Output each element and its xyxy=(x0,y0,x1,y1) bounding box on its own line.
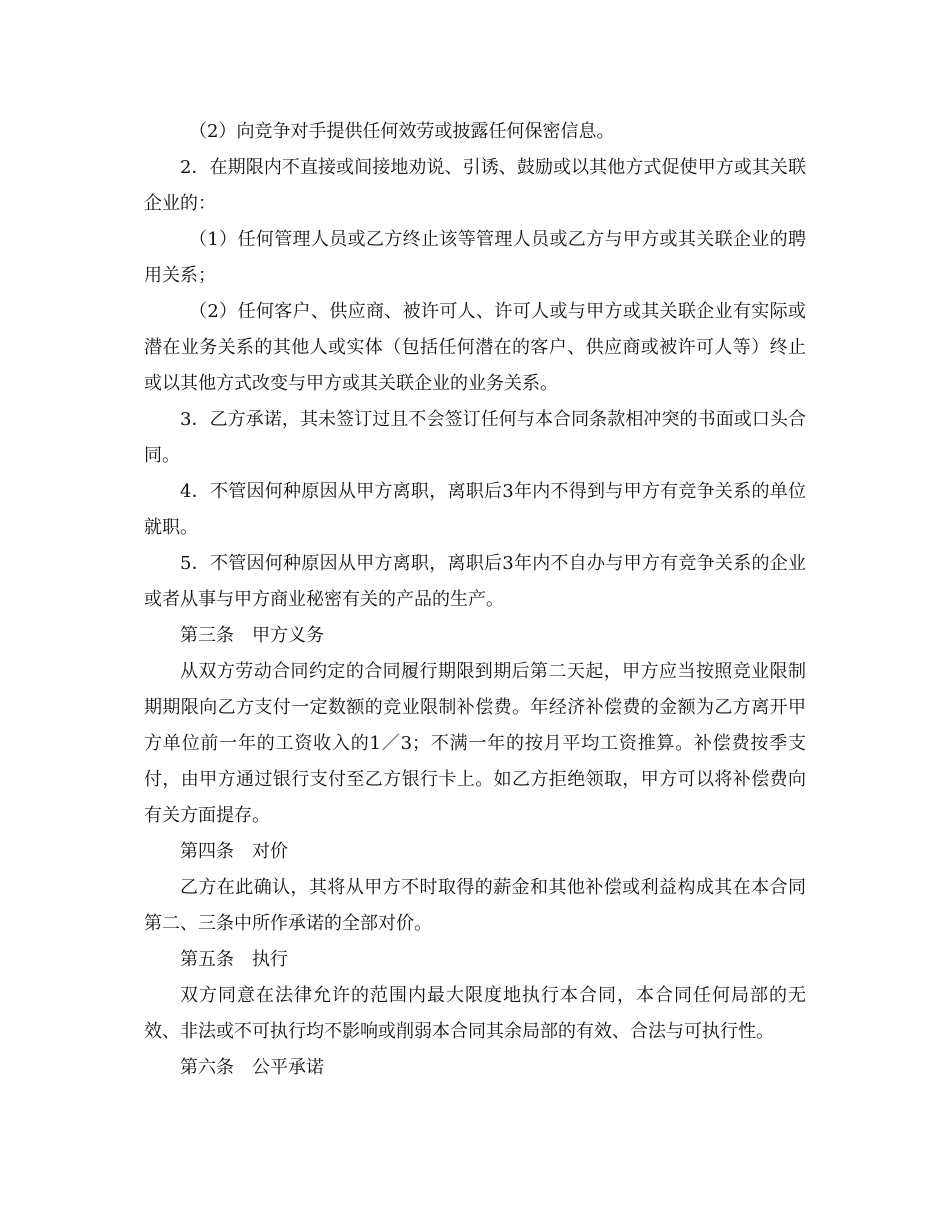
article-5-text: 双方同意在法律允许的范围内最大限度地执行本合同，本合同任何局部的无效、非法或不可执行均不影响或削弱本合同其余局部的有效、合法与可执行性。 xyxy=(144,985,806,1042)
clause-2-5: 5．不管因何种原因从甲方离职，离职后3年内不自办与甲方有竞争关系的企业或者从事与甲方商业秘密有关的产品的生产。 xyxy=(144,553,806,610)
article-3-heading: 第三条 甲方义务 xyxy=(180,625,324,646)
clause-2-2-item-1: （1）任何管理人员或乙方终止该等管理人员或乙方与甲方或其关联企业的聘用关系； xyxy=(144,229,806,286)
article-6-heading: 第六条 公平承诺 xyxy=(180,1057,324,1078)
clause-2-2-item-2: （2）任何客户、供应商、被许可人、许可人或与甲方或其关联企业有实际或潜在业务关系的其他人或实体（包括任何潜在的客户、供应商或被许可人等）终止或以其他方式改变与甲方或其关联企业的业务关系。 xyxy=(144,301,806,394)
clause-2-1-item-2: （2）向竞争对手提供任何效劳或披露任何保密信息。 xyxy=(189,121,615,142)
clause-2-3: 3．乙方承诺，其未签订过且不会签订任何与本合同条款相冲突的书面或口头合同。 xyxy=(144,409,806,466)
clause-2-4: 4．不管因何种原因从甲方离职，离职后3年内不得到与甲方有竞争关系的单位就职。 xyxy=(144,481,806,538)
article-3-text: 从双方劳动合同约定的合同履行期限到期后第二天起，甲方应当按照竞业限制期期限向乙方支付一定数额的竞业限制补偿费。年经济补偿费的金额为乙方离开甲方单位前一年的工资收入的1／3；不满一年的按月平均工资推算。补偿费按季支付，由甲方通过银行支付至乙方银行卡上。如乙方拒绝领取，甲方可以将补偿费向有关方面提存。 xyxy=(144,661,806,826)
document-body xyxy=(144,114,806,1086)
article-4-heading: 第四条 对价 xyxy=(180,841,288,862)
article-4-text: 乙方在此确认，其将从甲方不时取得的薪金和其他补偿或利益构成其在本合同第二、三条中所作承诺的全部对价。 xyxy=(144,877,806,934)
article-5-heading: 第五条 执行 xyxy=(180,949,288,970)
clause-2-2: 2．在期限内不直接或间接地劝说、引诱、鼓励或以其他方式促使甲方或其关联企业的： xyxy=(144,157,806,214)
